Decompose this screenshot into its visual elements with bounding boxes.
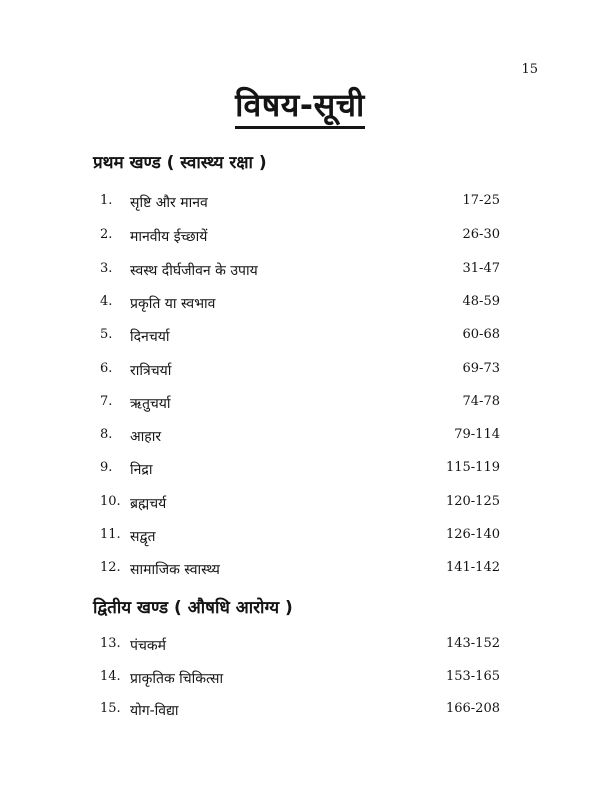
toc-entry-title: दिनचर्या — [130, 329, 170, 345]
toc-entry — [0, 527, 600, 551]
toc-entry-pages: 143-152 — [445, 636, 500, 651]
toc-entry-number: 9. — [100, 460, 113, 475]
section-heading-2: द्वितीय खण्ड ( औषधि आरोग्य ) — [93, 598, 293, 618]
toc-entry — [0, 294, 600, 318]
toc-entry-pages: 26-30 — [462, 227, 500, 242]
toc-entry-title: पंचकर्म — [130, 638, 166, 654]
toc-entry — [0, 701, 600, 725]
toc-entry-title: ब्रह्मचर्य — [130, 496, 167, 512]
toc-entry-number: 7. — [100, 394, 113, 409]
toc-entry-title: ऋतुचर्या — [130, 396, 171, 412]
toc-entry-number: 13. — [100, 636, 121, 651]
toc-entry-pages: 141-142 — [445, 560, 500, 575]
toc-entry — [0, 636, 600, 660]
toc-entry-number: 10. — [100, 494, 121, 509]
toc-entry-title: निद्रा — [130, 462, 153, 478]
toc-entry-pages: 31-47 — [462, 261, 500, 276]
toc-entry-pages: 60-68 — [462, 327, 500, 342]
toc-entry-number: 6. — [100, 361, 113, 376]
toc-entry-title: मानवीय ईच्छायें — [130, 229, 208, 245]
toc-entry — [0, 261, 600, 285]
toc-entry — [0, 460, 600, 484]
toc-entry-number: 1. — [100, 193, 113, 208]
toc-entry-title: योग-विद्या — [130, 703, 179, 719]
section-heading-1: प्रथम खण्ड ( स्वास्थ्य रक्षा ) — [93, 153, 267, 173]
toc-entry-title: रात्रिचर्या — [130, 363, 172, 379]
toc-entry-title: सद्वृत — [130, 529, 156, 545]
toc-entry-title: प्राकृतिक चिकित्सा — [130, 671, 224, 687]
toc-entry-title: सृष्टि और मानव — [130, 195, 208, 211]
page-title-text: विषय-सूची — [235, 87, 365, 129]
toc-entry-pages: 115-119 — [445, 460, 500, 475]
toc-entry-title: प्रकृति या स्वभाव — [130, 296, 216, 312]
toc-entry — [0, 394, 600, 418]
toc-entry — [0, 494, 600, 518]
toc-entry — [0, 560, 600, 584]
toc-entry-number: 5. — [100, 327, 113, 342]
toc-entry — [0, 227, 600, 251]
toc-entry-number: 3. — [100, 261, 113, 276]
toc-entry-pages: 126-140 — [445, 527, 500, 542]
toc-entry — [0, 193, 600, 217]
toc-entry-pages: 153-165 — [445, 669, 500, 684]
toc-entry-pages: 17-25 — [462, 193, 500, 208]
toc-entry-number: 11. — [100, 527, 121, 542]
toc-entry — [0, 327, 600, 351]
toc-entry — [0, 669, 600, 693]
toc-entry-title: आहार — [130, 429, 162, 445]
page-number: 15 — [521, 62, 538, 77]
toc-entry-pages: 48-59 — [462, 294, 500, 309]
toc-entry-number: 12. — [100, 560, 121, 575]
toc-entry-title: सामाजिक स्वास्थ्य — [130, 562, 220, 578]
toc-entry-pages: 79-114 — [454, 427, 500, 442]
toc-entry-title: स्वस्थ दीर्घजीवन के उपाय — [130, 263, 258, 279]
page-title — [0, 86, 600, 129]
toc-entry-pages: 74-78 — [462, 394, 500, 409]
toc-entry-pages: 120-125 — [445, 494, 500, 509]
toc-entry-number: 2. — [100, 227, 113, 242]
toc-entry — [0, 361, 600, 385]
toc-entry-number: 15. — [100, 701, 121, 716]
toc-entry-pages: 166-208 — [445, 701, 500, 716]
toc-entry-pages: 69-73 — [462, 361, 500, 376]
toc-entry-number: 8. — [100, 427, 113, 442]
toc-entry-number: 14. — [100, 669, 121, 684]
toc-entry-number: 4. — [100, 294, 113, 309]
toc-entry — [0, 427, 600, 451]
